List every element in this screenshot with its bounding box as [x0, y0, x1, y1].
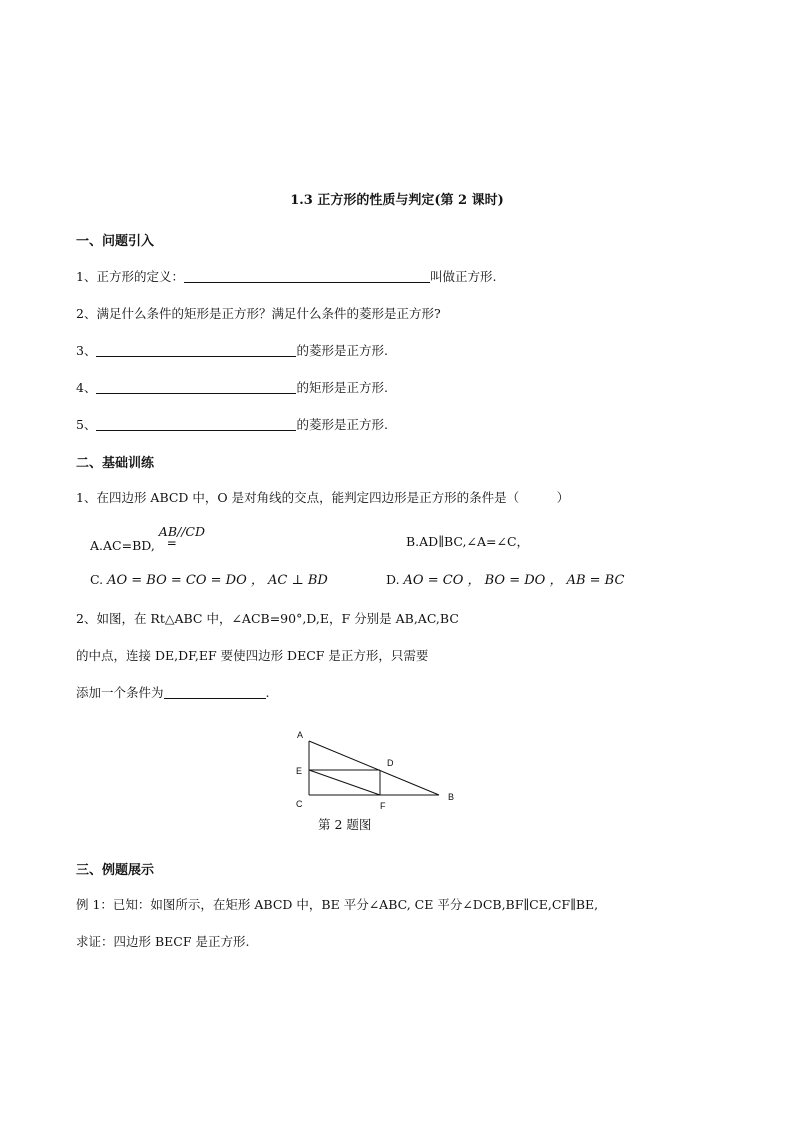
point-label-d: D	[387, 758, 394, 768]
option-a-label: A.AC=BD,	[90, 538, 155, 553]
segment-EF	[309, 770, 380, 795]
question-5-prefix: 5、	[76, 417, 97, 432]
question-3-prefix: 3、	[76, 343, 97, 358]
question-4-suffix: 的矩形是正方形.	[296, 380, 388, 395]
question-3-suffix: 的菱形是正方形.	[296, 343, 388, 358]
option-d-label: D.	[386, 572, 400, 587]
question-1-suffix: 叫做正方形.	[429, 269, 497, 284]
option-c-math: AO = BO = CO = DO ， AC ⊥ BD	[107, 573, 328, 588]
option-a-math-top: AB//CD	[158, 524, 206, 539]
option-c-label: C.	[90, 572, 104, 587]
option-b: B.AD∥BC,∠A=∠C，	[406, 534, 530, 549]
section2-heading: 二、基础训练	[76, 456, 155, 471]
exercise-2-suffix: .	[265, 685, 270, 700]
point-label-b: B	[448, 792, 455, 802]
question-5-suffix: 的菱形是正方形.	[296, 417, 388, 432]
point-label-e: E	[296, 766, 303, 776]
exercise-2-prefix: 添加一个条件为	[76, 685, 164, 700]
example-1-line-1: 例 1：已知：如图所示，在矩形 ABCD 中，BE 平分∠ABC, CE 平分∠DCB,BF∥CE,CF∥BE,	[76, 897, 599, 912]
point-label-c: C	[296, 799, 303, 809]
question-4-prefix: 4、	[76, 380, 97, 395]
option-a-math-eq: =	[166, 536, 177, 550]
question-1-prefix: 1、正方形的定义：	[76, 269, 184, 284]
option-d-math: AO = CO ， BO = DO ， AB = BC	[403, 573, 625, 588]
exercise-1-stem: 1、在四边形 ABCD 中，O 是对角线的交点，能判定四边形是正方形的条件是（ ）	[76, 490, 570, 505]
figure-caption: 第 2 题图	[318, 817, 372, 832]
exercise-2-line-1: 2、如图，在 Rt△ABC 中，∠ACB=90°,D,E，F 分别是 AB,AC,BC	[76, 611, 459, 626]
point-label-a: A	[297, 730, 304, 740]
example-1-line-2: 求证：四边形 BECF 是正方形.	[76, 934, 250, 949]
segment-AB	[309, 741, 439, 795]
section1-heading: 一、问题引入	[76, 234, 155, 249]
exercise-2-line-2: 的中点，连接 DE,DF,EF 要使四边形 DECF 是正方形，只需要	[76, 648, 429, 663]
page-title: 1.3 正方形的性质与判定(第 2 课时)	[290, 193, 504, 208]
question-2: 2、满足什么条件的矩形是正方形？满足什么条件的菱形是正方形?	[76, 306, 441, 321]
section3-heading: 三、例题展示	[76, 863, 155, 878]
point-label-f: F	[380, 801, 386, 811]
